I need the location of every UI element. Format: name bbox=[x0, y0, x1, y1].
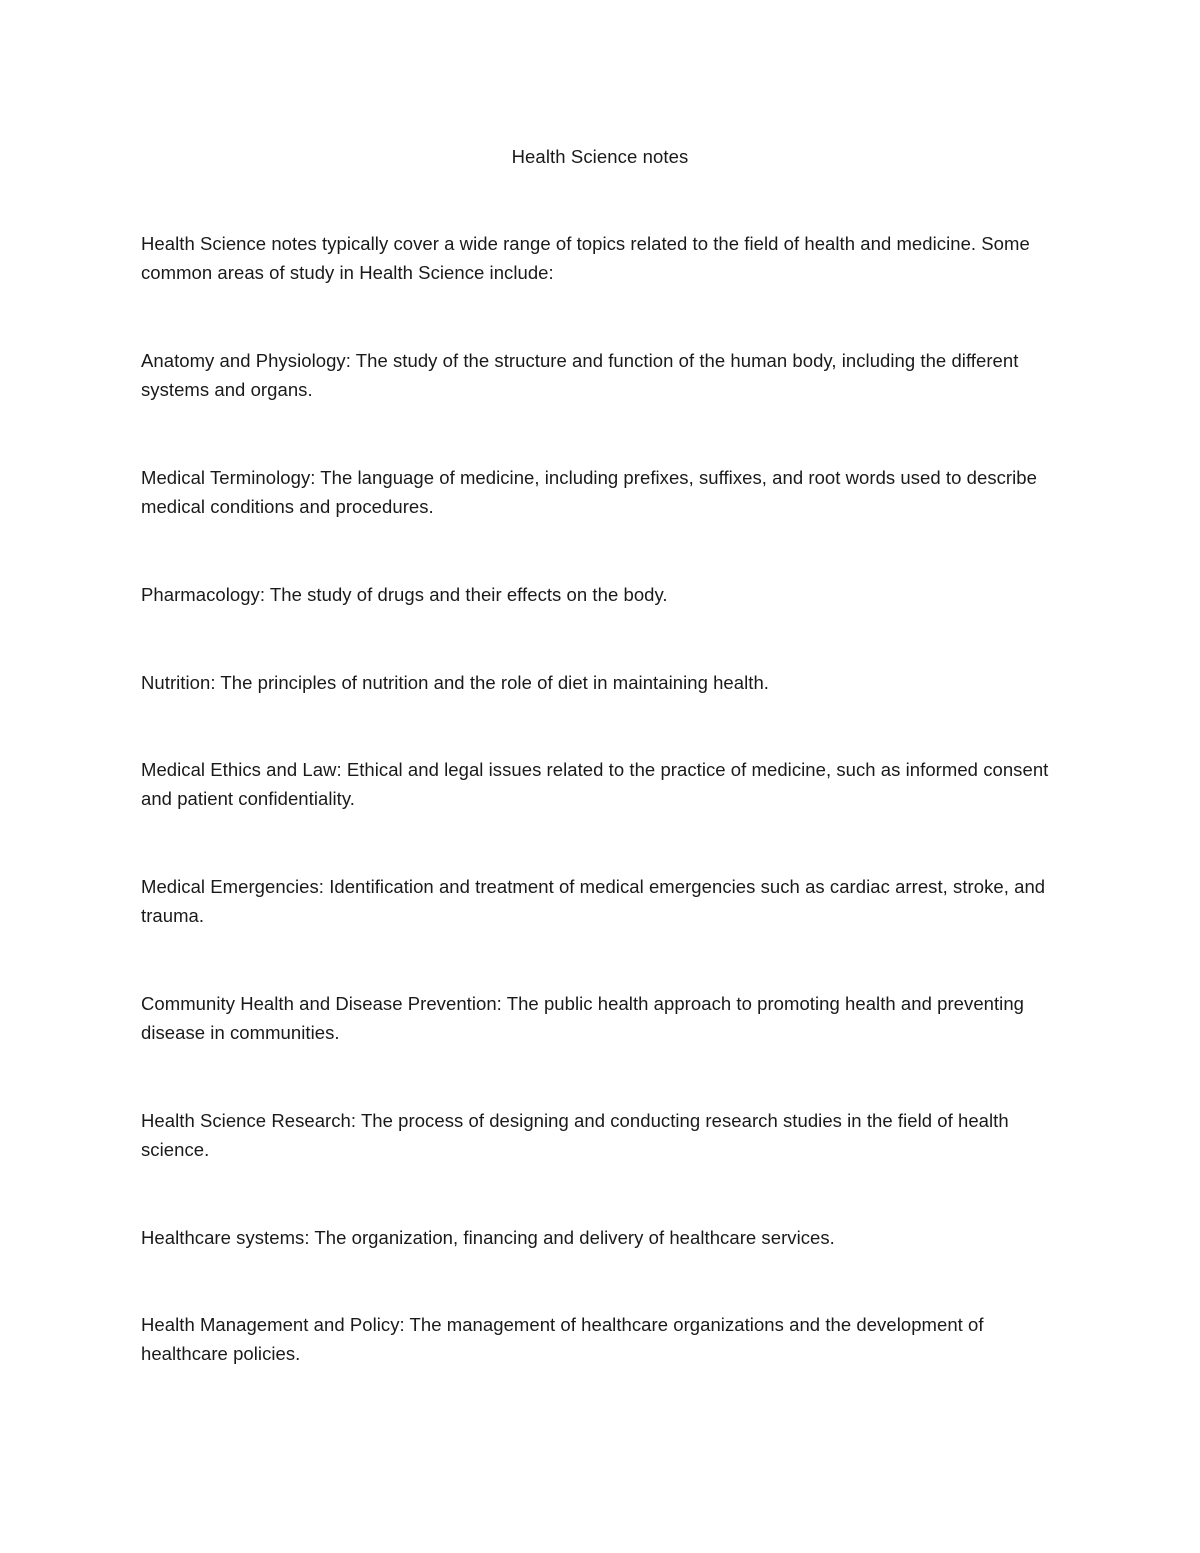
topic-medical-emergencies bbox=[141, 872, 1071, 930]
topic-heading: Anatomy and Physiology: bbox=[141, 350, 351, 371]
topic-health-management-policy bbox=[141, 1310, 1071, 1368]
topic-anatomy-physiology bbox=[141, 346, 1071, 404]
topic-heading: Medical Terminology: bbox=[141, 467, 316, 488]
topic-heading: Health Management and Policy: bbox=[141, 1314, 405, 1335]
topic-heading: Health Science Research: bbox=[141, 1110, 357, 1131]
topic-heading: Pharmacology: bbox=[141, 584, 266, 605]
topic-text: The public health approach to promoting health and preventing disease in communities. bbox=[141, 993, 1025, 1043]
topic-text: The study of drugs and their effects on the body. bbox=[265, 584, 668, 605]
topic-heading: Community Health and Disease Prevention: bbox=[141, 993, 502, 1014]
topic-heading: Medical Ethics and Law: bbox=[141, 759, 342, 780]
topic-text: The process of designing and conducting research studies in the field of health science. bbox=[141, 1110, 1009, 1160]
topic-healthcare-systems bbox=[141, 1223, 1071, 1252]
topic-pharmacology bbox=[141, 580, 1071, 609]
topic-heading: Medical Emergencies: bbox=[141, 876, 324, 897]
document-title: Health Science notes bbox=[511, 146, 689, 167]
topic-heading: Nutrition: bbox=[141, 672, 216, 693]
topic-medical-ethics-law bbox=[141, 755, 1071, 813]
topic-text: The management of healthcare organizations and the development of healthcare policies. bbox=[141, 1314, 984, 1364]
topic-community-health bbox=[141, 989, 1071, 1047]
topic-text: The organization, financing and delivery of healthcare services. bbox=[309, 1227, 835, 1248]
topic-heading: Healthcare systems: bbox=[141, 1227, 310, 1248]
topic-health-science-research bbox=[141, 1106, 1071, 1164]
intro-paragraph: Health Science notes typically cover a wide range of topics related to the field of health and medicine. Some common areas of study in Health Science include: bbox=[141, 233, 1030, 283]
topic-text: The principles of nutrition and the role of diet in maintaining health. bbox=[215, 672, 769, 693]
topic-text: The language of medicine, including prefixes, suffixes, and root words used to describe medical conditions and procedures. bbox=[141, 467, 1037, 517]
topic-nutrition bbox=[141, 668, 1071, 697]
topic-medical-terminology bbox=[141, 463, 1071, 521]
topic-text: Identification and treatment of medical emergencies such as cardiac arrest, stroke, and trauma. bbox=[141, 876, 1046, 926]
topic-text: The study of the structure and function of the human body, including the different systems and organs. bbox=[141, 350, 1019, 400]
topic-text: Ethical and legal issues related to the practice of medicine, such as informed consent and patient confidentiality. bbox=[141, 759, 1049, 809]
